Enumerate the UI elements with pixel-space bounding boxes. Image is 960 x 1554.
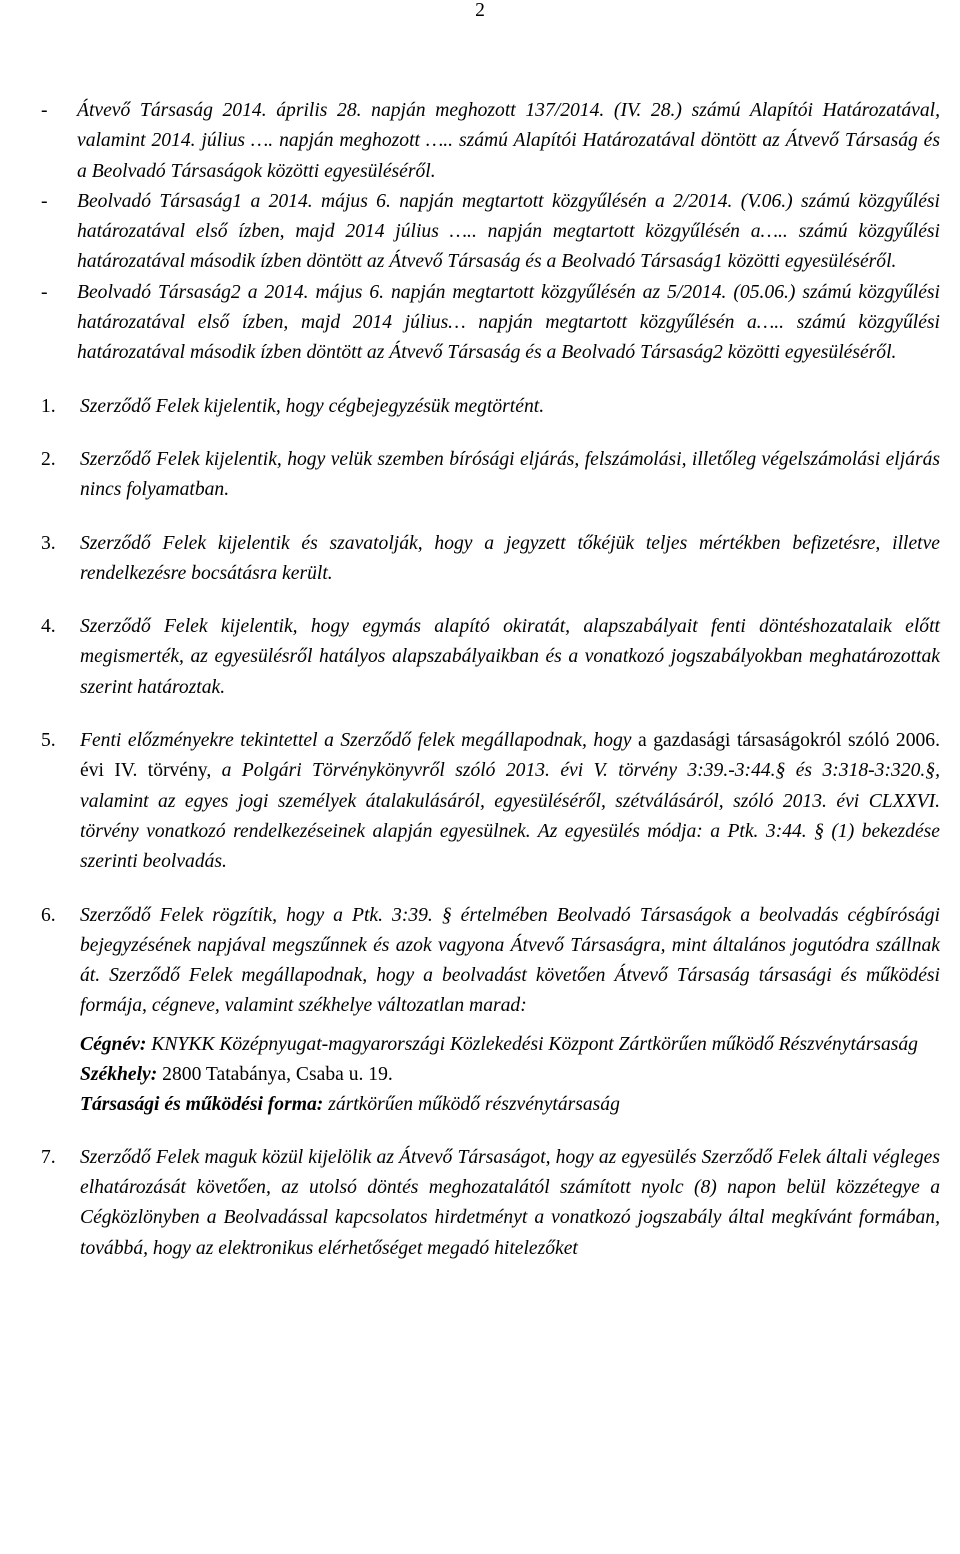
clause-text: Szerződő Felek rögzítik, hogy a Ptk. 3:39. § értelmében Beolvadó Társaságok a beolvadás cégbírósági bejegyzésének napjával megszűnnek és azok vagyona Átvevő Társaságra, mint általános jogutódra szállnak át. Szerződő Felek megállapodnak, hogy a beolvadást követően Átvevő Társaság társasági és működési formája, cégneve, valamint székhelye változatlan marad:	[80, 904, 940, 1017]
clause-number: 5.	[41, 730, 56, 752]
clause-text: Szerződő Felek kijelentik, hogy velük szemben bírósági eljárás, felszámolási, illetőleg végelszámolási eljárás nincs folyamatban.	[80, 448, 940, 501]
company-seat-label: Székhely:	[80, 1064, 158, 1086]
clause-number: 7.	[41, 1146, 56, 1168]
preamble-bullet-2	[41, 187, 940, 278]
company-form-label: Társasági és működési forma:	[80, 1094, 324, 1116]
clause-text-plain: a gazdasági társaságokról szóló 2006. évi IV. törvény,	[80, 730, 940, 782]
company-name-value: KNYKK Középnyugat-magyarországi Közlekedési Központ Zártkörűen működő Részvénytársaság	[146, 1033, 918, 1055]
company-seat-value: 2800 Tatabánya, Csaba u. 19.	[157, 1064, 393, 1086]
clause-text: Szerződő Felek kijelentik, hogy cégbejegyzésük megtörtént.	[80, 395, 545, 417]
bullet-text: Átvevő Társaság 2014. április 28. napján meghozott 137/2014. (IV. 28.) számú Alapítói Határozatával, valamint 2014. július …. napján meghozott ….. számú Alapítói Határozatával döntött az Átvevő Társaság és a Beolvadó Társaságok közötti egyesüléséről.	[77, 100, 940, 182]
page-number: 2	[475, 0, 485, 21]
preamble-bullet-3	[41, 278, 940, 369]
company-details	[41, 1022, 940, 1129]
clause-text: Szerződő Felek kijelentik és szavatolják, hogy a jegyzett tőkéjük teljes mértékben befizetésre, illetve rendelkezésre bocsátásra került.	[80, 532, 940, 584]
clause-5	[41, 726, 940, 877]
clause-number: 6.	[41, 904, 56, 926]
company-form-value: zártkörűen működő részvénytársaság	[323, 1094, 620, 1116]
bullet-text: Beolvadó Társaság1 a 2014. május 6. napján megtartott közgyűlésén a 2/2014. (V.06.) számú közgyűlési határozatával első ízben, majd 2014 július ….. napján megtartott közgyűlésén a….. számú közgyűlési határozatával második ízben döntött az Átvevő Társaság és a Beolvadó Társaság1 közötti egyesüléséről.	[77, 190, 940, 273]
clause-2	[41, 445, 940, 506]
preamble-bullet-1	[41, 96, 940, 187]
clause-7	[41, 1143, 940, 1264]
bullet-dash: -	[41, 281, 48, 303]
clause-6	[41, 901, 940, 1022]
bullet-dash: -	[41, 100, 48, 121]
clause-text-b: a Polgári Törvénykönyvről szóló 2013. évi V. törvény 3:39.-3:44.§ és 3:318-3:320.§, valamint az egyes jogi személyek átalakulásáról, egyesüléséről, szétválásáról, szóló 2013. évi CLXXVI. törvény vonatkozó rendelkezéseinek alapján egyesülnek. Az egyesülés módja: a Ptk. 3:44. § (1) bekezdése szerinti beolvadás.	[80, 760, 940, 873]
clause-number: 2.	[41, 448, 56, 470]
company-form-line	[80, 1090, 940, 1120]
bullet-dash: -	[41, 190, 48, 212]
clause-text: Szerződő Felek maguk közül kijelölik az Átvevő Társaságot, hogy az egyesülés Szerződő Felek általi végleges elhatározását követően, az utolsó döntés meghozatalától számított nyolc (8) napon belül közzétegye a Cégközlönyben a Beolvadással kapcsolatos hirdetményt a vonatkozó jogszabály által megkívánt formában, továbbá, hogy az elektronikus elérhetőséget megadó hitelezőket	[80, 1146, 940, 1259]
clause-text-a: Fenti előzményekre tekintettel a Szerződő felek megállapodnak, hogy	[80, 730, 632, 752]
document-body	[41, 96, 940, 1264]
clause-1	[41, 392, 940, 422]
clause-4	[41, 612, 940, 703]
bullet-text: Beolvadó Társaság2 a 2014. május 6. napján megtartott közgyűlésén az 5/2014. (05.06.) számú közgyűlési határozatával első ízben, majd 2014 július… napján megtartott közgyűlésén a….. számú közgyűlési határozatával második ízben döntött az Átvevő Társaság és a Beolvadó Társaság2 közötti egyesüléséről.	[77, 281, 940, 364]
company-name-line	[80, 1030, 940, 1060]
clause-text: Szerződő Felek kijelentik, hogy egymás alapító okiratát, alapszabályait fenti döntéshozatalaik előtt megismerték, az egyesülésről hatályos alapszabályaikban és a vonatkozó jogszabályokban meghatározottak szerint határoztak.	[80, 616, 940, 698]
clause-3	[41, 529, 940, 590]
clause-number: 3.	[41, 532, 56, 554]
clause-number: 4.	[41, 616, 56, 638]
clause-number: 1.	[41, 395, 56, 417]
company-name-label: Cégnév:	[80, 1033, 147, 1055]
company-seat-line	[80, 1060, 940, 1090]
